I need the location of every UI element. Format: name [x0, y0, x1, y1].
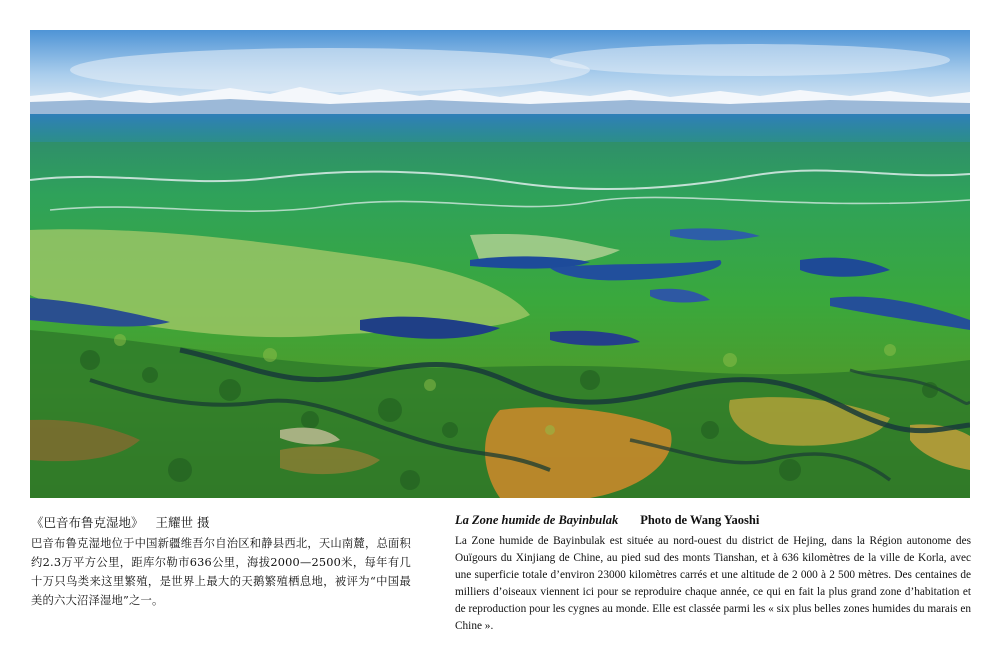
caption-zh-author: 王耀世 摄 [155, 515, 210, 530]
caption-fr-body: La Zone humide de Bayinbulak est située au nord-ouest du district de Hejing, dans la Région autonome des Ouïgours du Xinjiang de Chine, au pied sud des monts Tianshan, et à 636 kilomètres de la ville de Korla, avec une superficie totale d’environ 23000 kilomètres carrés et une altitude de 2 000 à 2 500 mètres. Des centaines de milliers d’oiseaux viennent ici pour se reproduire chaque année, ce qui en fait la plus grand zone d’habitation et de reproduction pour les cygnes au monde. Elle est classée parmi les « six plus belles zones humides du marais en Chine ». [455, 535, 971, 632]
caption-zh-heading [31, 513, 210, 531]
caption-fr-heading [455, 513, 759, 528]
wetland-aerial-photo [30, 30, 970, 498]
caption-zh-title: 《巴音布鲁克湿地》 [31, 515, 144, 530]
caption-fr-credit: Photo de Wang Yaoshi [640, 513, 760, 527]
caption-zh-body: 巴音布鲁克湿地位于中国新疆维吾尔自治区和静县西北，天山南麓，总面积约2.3万平方公里，距库尔勒市636公里，海拔2000—2500米，每年有几十万只鸟类来这里繁殖，是世界上最大的天鹅繁殖栖息地，被评为“中国最美的六大沼泽湿地”之一。 [31, 537, 411, 607]
caption-fr-title: La Zone humide de Bayinbulak [455, 513, 619, 527]
